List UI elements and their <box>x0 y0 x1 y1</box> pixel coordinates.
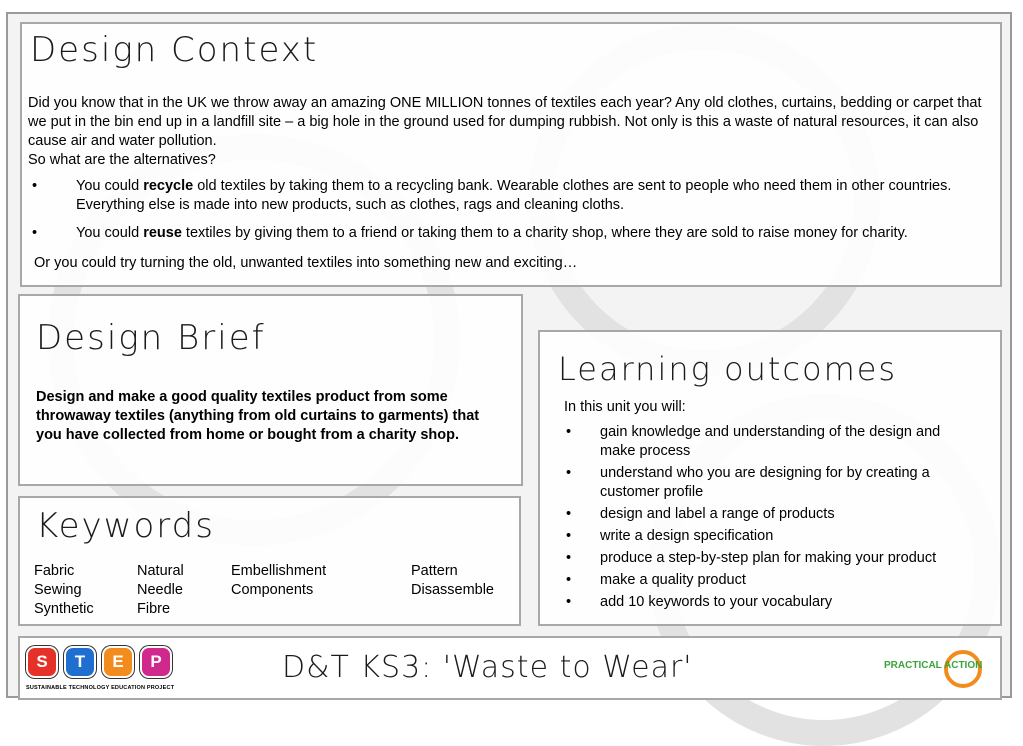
logo-letter-s: S <box>28 648 56 676</box>
keyword: Sewing <box>34 582 82 598</box>
keywords-column <box>34 562 94 619</box>
design-context-intro: Did you know that in the UK we throw away an amazing ONE MILLION tonnes of textiles each year? Any old clothes, curtains, bedding or carpet that we put in the bin end up in a landfill site – a big hole in the ground used for dumping rubbish. Not only is this a waste of natural resources, it can also cause air and water pollution. <box>28 95 982 149</box>
list-item: • You could recycle old textiles by taking them to a recycling bank. Wearable clothes are sent to people who need them in other countries. Everything else is made into new products, such as clothes, rags and cleaning cloths. <box>32 178 952 213</box>
logo-caption: SUSTAINABLE TECHNOLOGY EDUCATION PROJECT <box>26 685 175 691</box>
bullet-icon: • <box>566 572 572 588</box>
keywords-heading: Keywords <box>36 506 215 546</box>
step-logo <box>26 646 186 696</box>
design-brief-panel <box>18 294 523 486</box>
logo-letter-p: P <box>142 648 170 676</box>
list-item: • produce a step-by-step plan for making your product <box>566 550 937 566</box>
keyword: Synthetic <box>34 601 94 617</box>
keyword: Embellishment <box>231 563 327 579</box>
bullet-icon: • <box>566 528 572 544</box>
bullet-icon: • <box>566 424 572 440</box>
keyword-reuse: reuse <box>143 225 182 241</box>
keywords-panel <box>18 496 521 626</box>
footer-title: D&T KS3: 'Waste to Wear' <box>282 650 693 685</box>
learning-outcomes-intro: In this unit you will: <box>564 399 686 415</box>
keywords-column <box>137 562 184 619</box>
logo-letter-t: T <box>66 648 94 676</box>
list-item: • design and label a range of products <box>566 506 835 522</box>
learning-outcomes-list <box>564 423 964 615</box>
keyword-recycle: recycle <box>143 178 194 194</box>
design-brief-text: Design and make a good quality textiles product from some throwaway textiles (anything from old curtains to garments) that you have collected from home or bought from a charity shop. <box>36 389 480 443</box>
bullet-icon: • <box>566 594 572 610</box>
keywords-column <box>411 562 494 600</box>
keyword: Natural <box>137 563 184 579</box>
design-context-list <box>28 177 994 243</box>
learning-outcomes-panel <box>538 330 1002 626</box>
list-item: • make a quality product <box>566 572 746 588</box>
list-item: • understand who you are designing for by creating a customer profile <box>566 465 930 500</box>
learning-outcomes-heading: Learning outcomes <box>558 350 898 388</box>
footer-bar <box>18 636 1002 700</box>
keyword: Fabric <box>34 563 75 579</box>
bullet-icon: • <box>32 178 38 194</box>
bullet-icon: • <box>566 465 572 481</box>
logo-letter-e: E <box>104 648 132 676</box>
bullet-icon: • <box>566 506 572 522</box>
keyword: Pattern <box>411 563 458 579</box>
partner-name: PRACTICAL ACTION <box>884 660 983 671</box>
design-context-question: So what are the alternatives? <box>28 152 216 168</box>
design-context-heading: Design Context <box>30 30 319 70</box>
keyword: Needle <box>137 582 183 598</box>
list-item: • You could reuse textiles by giving them to a friend or taking them to a charity shop, where they are sold to raise money for charity. <box>32 225 908 241</box>
keyword: Disassemble <box>411 582 494 598</box>
design-brief-heading: Design Brief <box>36 318 266 358</box>
design-context-panel <box>20 22 1002 287</box>
keywords-column <box>231 562 326 600</box>
list-item: • add 10 keywords to your vocabulary <box>566 594 833 610</box>
list-item: • gain knowledge and understanding of the design and make process <box>566 424 941 459</box>
bullet-icon: • <box>566 550 572 566</box>
keyword: Fibre <box>137 601 171 617</box>
keyword: Components <box>231 582 314 598</box>
practical-action-logo <box>882 646 982 692</box>
bullet-icon: • <box>32 225 38 241</box>
design-context-closing: Or you could try turning the old, unwanted textiles into something new and exciting… <box>34 255 578 271</box>
list-item: • write a design specification <box>566 528 774 544</box>
